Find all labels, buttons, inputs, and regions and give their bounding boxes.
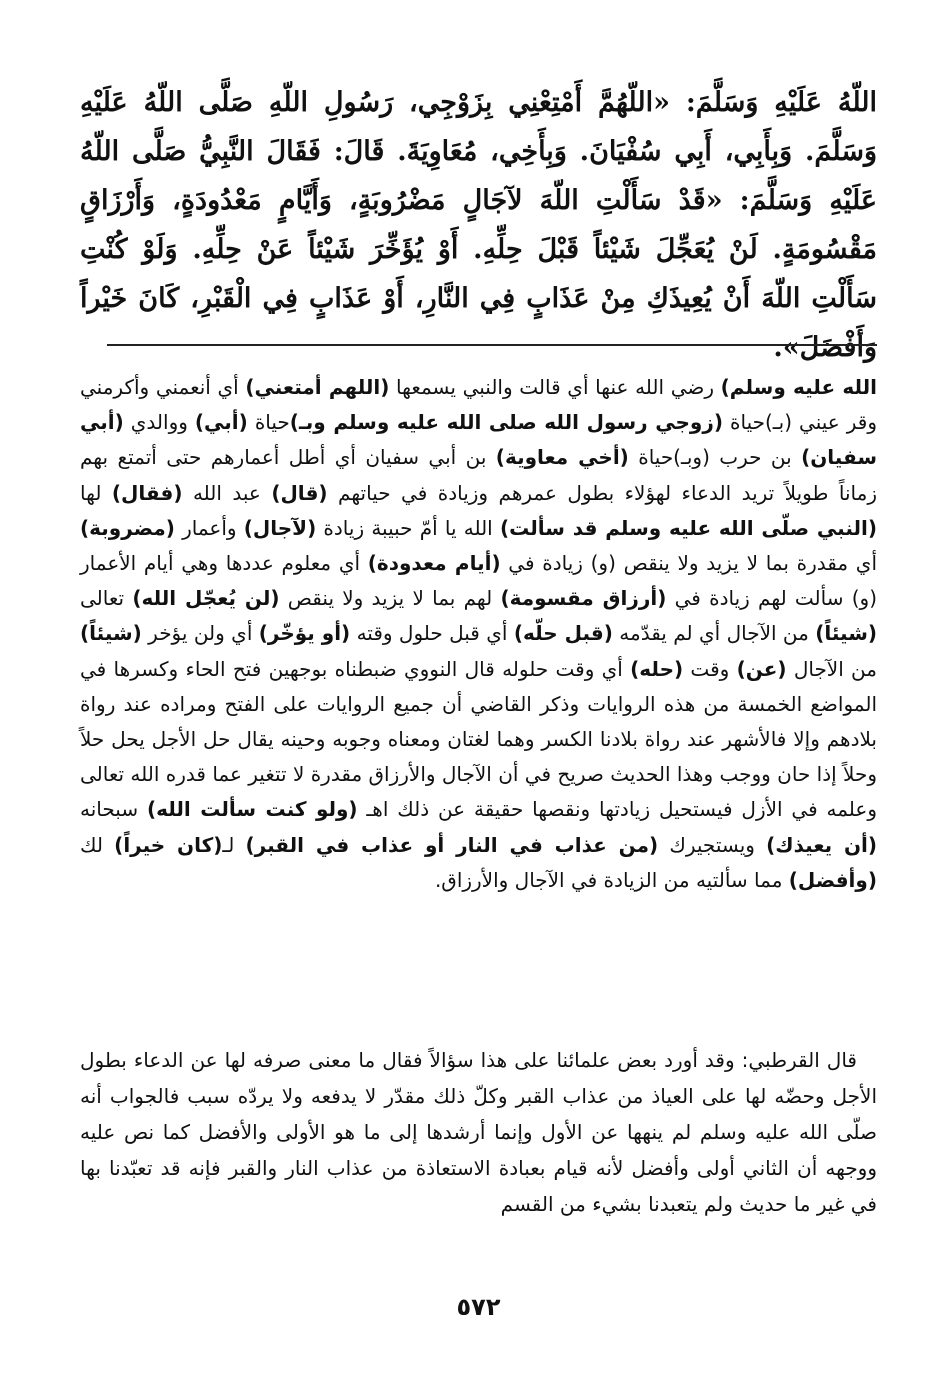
commentary-segment: الله يا أمّ حبيبة زيادة: [316, 515, 500, 540]
commentary-segment: أي معلوم عددها وهي أيام الأعمار (و) سألت لهم زيادة في: [80, 551, 878, 611]
document-page: [80, 78, 877, 1379]
commentary-segment: أي وقت حلوله قال النووي ضبطناه بوجهين فتح الحاء وكسرها في المواضع الخمسة من هذه الروايات وذكر القاضي أن جميع الروايات على الفتح ومراده عند رواة بلادهم وإلا فالأشهر عند رواة بلادنا الكسر وهما لغتان ومعناه وجوبه وحينه يقال حل الأجل يحل حلاً وحلاً إذا حان ووجب وهذا الحديث صريح في أن الآجال والأرزاق مقدرة لا تتغير عما قدره الله تعالى وعلمه في الأزل فيستحيل زيادتها ونقصها حقيقة عن ذلك اهـ: [79, 656, 877, 822]
commentary-segment: مما سألتيه من الزيادة في الآجال والأرزاق.: [434, 867, 789, 892]
commentary-bold-segment: (شيئاً): [815, 621, 878, 646]
commentary-bold-segment: (ولو كنت سألت الله): [146, 797, 358, 822]
commentary-bold-segment: (شيئاً): [80, 621, 142, 646]
commentary-segment: أي ولن يؤخر: [141, 621, 259, 646]
commentary-bold-segment: (حله): [630, 656, 684, 681]
hadith-text: اللّهُ عَلَيْهِ وَسَلَّمَ: «اللّهُمَّ أَمْتِعْنِي بِزَوْجِي، رَسُولِ اللّهِ صَلَّى اللّهُ عَلَيْهِ وَسَلَّمَ. وَبِأَبِي، أَبِي سُفْيَانَ. وَبِأَخِي، مُعَاوِيَةَ. قَالَ: فَقَالَ النَّبِيُّ صَلَّى اللّهُ عَلَيْهِ وَسَلَّمَ: «قَدْ سَأَلْتِ اللّهَ لآجَالٍ مَضْرُوبَةٍ، وَأَيَّامٍ مَعْدُودَةٍ، وَأَرْزَاقٍ مَقْسُومَةٍ. لَنْ يُعَجِّلَ شَيْئاً قَبْلَ حِلِّهِ. أَوْ يُؤَخِّرَ شَيْئاً عَنْ حِلِّهِ. وَلَوْ كُنْتِ سَأَلْتِ اللّهَ أَنْ يُعِيذَكِ مِنْ عَذَابٍ فِي النَّارِ، أَوْ عَذَابٍ فِي الْقَبْرِ، كَانَ خَيْراً وَأَفْضَلَ».: [80, 87, 877, 363]
page-number: ٥٧٢: [456, 1293, 501, 1321]
commentary-segment: لها: [80, 480, 112, 505]
commentary-bold-segment: (أخي معاوية): [495, 445, 629, 470]
commentary-bold-segment: (أبي سفيان): [80, 410, 878, 470]
commentary-bold-segment: (لآجال): [243, 515, 317, 540]
commentary-bold-segment: (من عذاب في النار أو عذاب في القبر): [245, 832, 659, 857]
qurtubi-quote-text: قال القرطبي: وقد أورد بعض علمائنا على هذا سؤالاً فقال ما معنى صرفه لها عن الدعاء بطول الأجل وحضّه لها على العياذ من عذاب القبر وكلّ ذلك مقدّر لا يدفعه ولا يردّه سبب فالجواب أنه صلّى الله عليه وسلم لم ينهها عن الأول وإنما أرشدها إلى ما هو الأولى والأفضل كما نص عليه ووجهه أن الثاني أولى وأفضل لأنه قيام بعبادة الاستعاذة من عذاب النار والقبر فإنه قد تعبّدنا بها في غير ما حديث ولم يتعبدنا بشيء من القسم: [80, 1048, 877, 1216]
commentary-bold-segment: (لن يُعجّل الله): [132, 586, 280, 611]
commentary-segment: عبد الله: [182, 480, 272, 505]
commentary-segment: وقت: [683, 656, 737, 681]
commentary-segment: حياة: [247, 410, 290, 435]
commentary-bold-segment: (قال): [271, 480, 328, 505]
commentary-segment: رضي الله عنها أي قالت والنبي يسمعها: [389, 375, 721, 399]
commentary-bold-segment: (أو يؤخّر): [258, 621, 351, 646]
commentary-segment: لـ: [222, 832, 246, 857]
commentary-bold-segment: (كان خيراً): [114, 832, 223, 857]
commentary-bold-segment: (زوجي رسول الله صلى الله عليه وسلم وبـ): [289, 410, 723, 435]
commentary-segment: سبحانه: [80, 797, 147, 822]
commentary-bold-segment: (أن يعيذك): [766, 832, 878, 857]
commentary-segment: ويستجيرك: [658, 832, 767, 857]
commentary-segment: لك: [80, 832, 115, 857]
commentary-bold-segment: (أرزاق مقسومة): [500, 586, 667, 611]
commentary-segment: تعالى: [80, 586, 133, 611]
commentary-segment: من الآجال أي لم يقدّمه: [612, 621, 816, 646]
commentary-segment: وأعمار: [174, 515, 244, 540]
commentary-text: [80, 370, 877, 898]
commentary-segment: لهم بما لا يزيد ولا ينقص: [279, 586, 501, 611]
commentary-segment: أي قبل حلول وقته: [350, 621, 514, 646]
commentary-bold-segment: (وأفضل): [788, 867, 877, 892]
footnote-divider: [107, 344, 877, 346]
commentary-bold-segment: (مضروبة): [80, 515, 175, 540]
commentary-bold-segment: (أيام معدودة): [367, 551, 501, 576]
commentary-bold-segment: (النبي صلّى الله عليه وسلم قد سألت): [499, 515, 877, 540]
commentary-bold-segment: الله عليه وسلم): [720, 375, 878, 399]
commentary-bold-segment: (قبل حلّه): [513, 621, 613, 646]
commentary-segment: بن حرب (وبـ)حياة: [628, 445, 802, 470]
commentary-bold-segment: (أبي): [194, 410, 248, 435]
commentary-bold-segment: (عن): [736, 656, 787, 681]
commentary-bold-segment: (اللهم أمتعني): [245, 375, 390, 399]
commentary-bold-segment: (فقال): [111, 480, 183, 505]
commentary-segment: من الآجال: [786, 656, 877, 681]
commentary-segment: بن أبي سفيان أي أطل أعمارهم حتى أتمتع بهم زماناً طويلاً تريد الدعاء لهؤلاء بطول عمرهم وزيادة في حياتهم: [80, 445, 877, 505]
commentary-segment: أي مقدرة بما لا يزيد ولا ينقص (و) زيادة في: [500, 551, 877, 576]
commentary-segment: ووالدي: [123, 410, 195, 435]
commentary-segment: أي أنعمني وأكرمني وقر عيني (بـ)حياة: [80, 375, 877, 435]
